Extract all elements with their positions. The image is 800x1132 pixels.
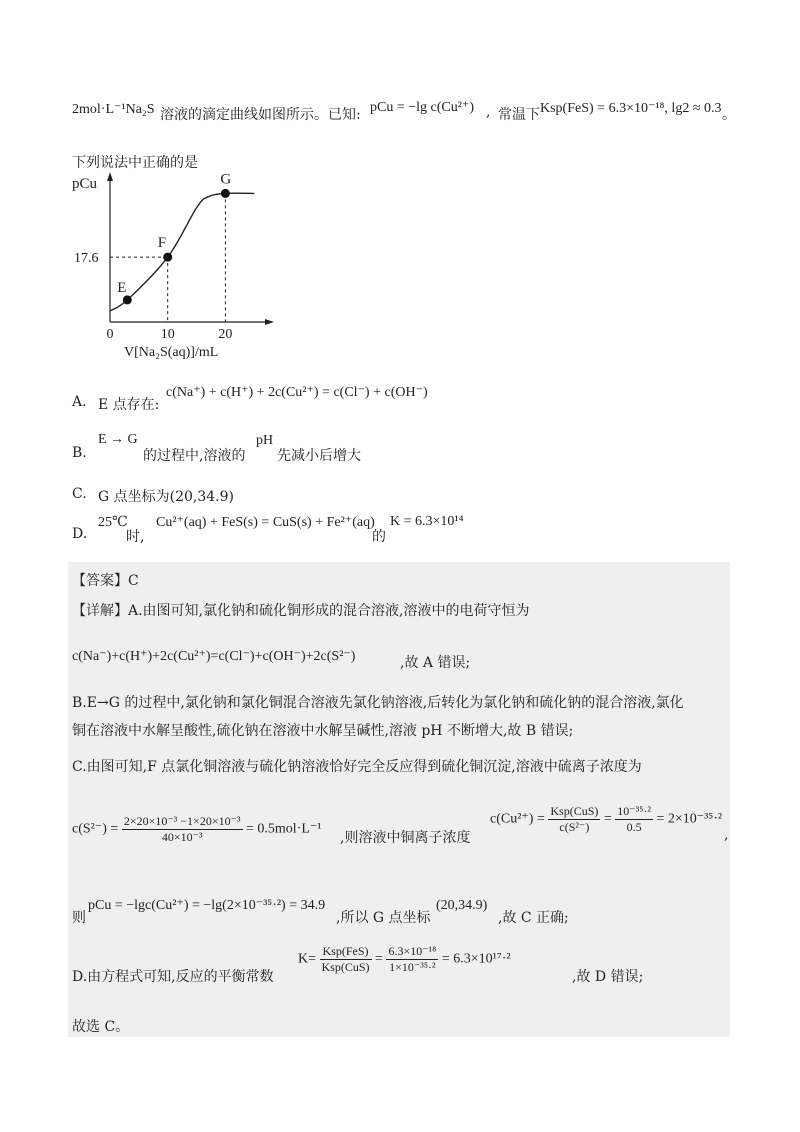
answer-b-line1: B.E→G 的过程中,氯化钠和氯化铜混合溶液先氯化钠溶液,后转化为氯化钠和硫化钠的混合溶液,氯化	[72, 695, 684, 711]
intro-end: 。	[722, 107, 736, 123]
answer-c-g-coord-text: ,所以 G 点坐标	[336, 910, 431, 926]
k-value: = 6.3×10¹⁷·²	[441, 951, 511, 967]
point-g	[221, 189, 230, 198]
answer-b-line2: 铜在溶液中水解呈酸性,硫化钠在溶液中水解呈碱性,溶液 pH 不断增大,故 B 错误;	[72, 723, 574, 739]
answer-c-pcu-equation: pCu = −lgc(Cu²⁺) = −lg(2×10⁻³⁵·²) = 34.9	[88, 898, 326, 913]
x-axis-label: V[Na₂S(aq)]/mL	[124, 345, 219, 360]
y-axis-arrow	[107, 172, 113, 181]
x-tick-label: 10	[160, 327, 175, 342]
option-d-reaction: Cu²⁺(aq) + FeS(s) = CuS(s) + Fe²⁺(aq)	[156, 515, 375, 530]
answer-c-copper-eq	[490, 804, 722, 835]
sulfide-value: = 0.5mol·L⁻¹	[246, 821, 322, 837]
titration-curve	[110, 193, 254, 311]
ksp-fes-given: Ksp(FeS) = 6.3×10⁻¹⁸, lg2 ≈ 0.3	[540, 101, 722, 116]
option-b-path: E → G	[98, 432, 138, 447]
option-b-text1: 的过程中,溶液的	[143, 448, 246, 464]
k-denominator: Ksp(CuS)	[321, 960, 370, 974]
option-b-ph: pH	[256, 433, 274, 448]
option-d-of: 的	[372, 529, 386, 545]
k-denominator-2: 1×10⁻³⁵·²	[389, 960, 436, 974]
answer-c-comma: ,	[724, 827, 729, 843]
x-tick-label: 0	[106, 327, 114, 342]
sulfide-lhs: c(S²⁻) =	[72, 821, 119, 837]
option-d-k: K = 6.3×10¹⁴	[390, 514, 464, 529]
option-b-label: B.	[72, 445, 87, 461]
answer-c-g-coord: (20,34.9)	[436, 898, 488, 913]
titration-chart	[70, 172, 280, 362]
x-tick-label: 20	[218, 327, 233, 342]
copper-denominator: c(S²⁻)	[559, 820, 590, 834]
question-prompt: 下列说法中正确的是	[72, 155, 198, 171]
k-eq-sign: =	[375, 951, 383, 967]
k-lhs: K=	[298, 951, 317, 967]
option-a-label: A.	[72, 394, 87, 410]
point-f	[163, 253, 172, 262]
y-tick-label: 17.6	[74, 251, 99, 267]
intro-comma: ,	[486, 104, 491, 120]
answer-a-equation: c(Na⁻)+c(H⁺)+2c(Cu²⁺)=c(Cl⁻)+c(OH⁻)+2c(S²⁻)	[72, 649, 356, 664]
option-c-text: G 点坐标为(20,34.9)	[98, 489, 234, 505]
sulfide-denominator: 40×10⁻³	[161, 830, 203, 844]
intro-temp: 常温下	[498, 107, 540, 123]
option-b-text2: 先减小后增大	[277, 448, 361, 464]
pcu-definition: pCu = −lg c(Cu²⁺)	[370, 100, 474, 115]
copper-eq-sign: =	[603, 811, 612, 827]
copper-lhs: c(Cu²⁺) =	[490, 811, 545, 827]
copper-denominator-2: 0.5	[626, 820, 642, 834]
copper-numerator-2: 10⁻³⁵·²	[617, 804, 651, 818]
copper-numerator: Ksp(CuS)	[550, 804, 599, 818]
detail-label: 【详解】	[72, 603, 128, 619]
answer-a-explanation: A.由图可知,氯化钠和硫化铜形成的混合溶液,溶液中的电荷守恒为	[128, 603, 530, 619]
answer-d-k-eq	[298, 944, 511, 975]
intro-concentration: 2mol·L⁻¹Na₂S	[72, 102, 155, 117]
option-d-time: 时,	[126, 529, 145, 545]
answer-c-explanation: C.由图可知,F 点氯化铜溶液与硫化钠溶液恰好完全反应得到硫化铜沉淀,溶液中硫离子浓度为	[72, 759, 642, 775]
point-label-f: F	[157, 235, 167, 252]
x-axis-arrow	[265, 319, 274, 325]
copper-value: = 2×10⁻³⁵·²	[656, 811, 723, 827]
option-c-label: C.	[72, 486, 87, 502]
option-d-label: D.	[72, 526, 88, 542]
option-d-temp: 25℃	[98, 515, 128, 530]
y-axis-label: pCu	[72, 176, 98, 192]
k-numerator: Ksp(FeS)	[320, 944, 372, 960]
answer-final: 故选 C。	[72, 1019, 130, 1035]
answer-d-explanation: D.由方程式可知,反应的平衡常数	[72, 969, 274, 985]
point-label-g: G	[220, 172, 232, 188]
k-numerator-2: 6.3×10⁻¹⁸	[388, 944, 437, 958]
answer-label: 【答案】C	[72, 573, 139, 589]
answer-c-sulfide-eq	[72, 814, 322, 845]
answer-a-conclusion: ,故 A 错误;	[400, 655, 471, 671]
option-a-text: E 点存在:	[98, 397, 160, 413]
answer-c-then: ,则溶液中铜离子浓度	[340, 830, 471, 846]
intro-text: 溶液的滴定曲线如图所示。已知:	[160, 107, 361, 123]
answer-c-correct: ,故 C 正确;	[498, 910, 569, 926]
point-e	[123, 295, 132, 304]
option-a-equation: c(Na⁺) + c(H⁺) + 2c(Cu²⁺) = c(Cl⁻) + c(OH⁻)	[166, 385, 428, 400]
answer-d-wrong: ,故 D 错误;	[572, 969, 644, 985]
answer-c-pcu-prefix: 则	[72, 910, 86, 926]
point-label-e: E	[117, 279, 127, 296]
sulfide-numerator: 2×20×10⁻³ −1×20×10⁻³	[123, 814, 241, 828]
